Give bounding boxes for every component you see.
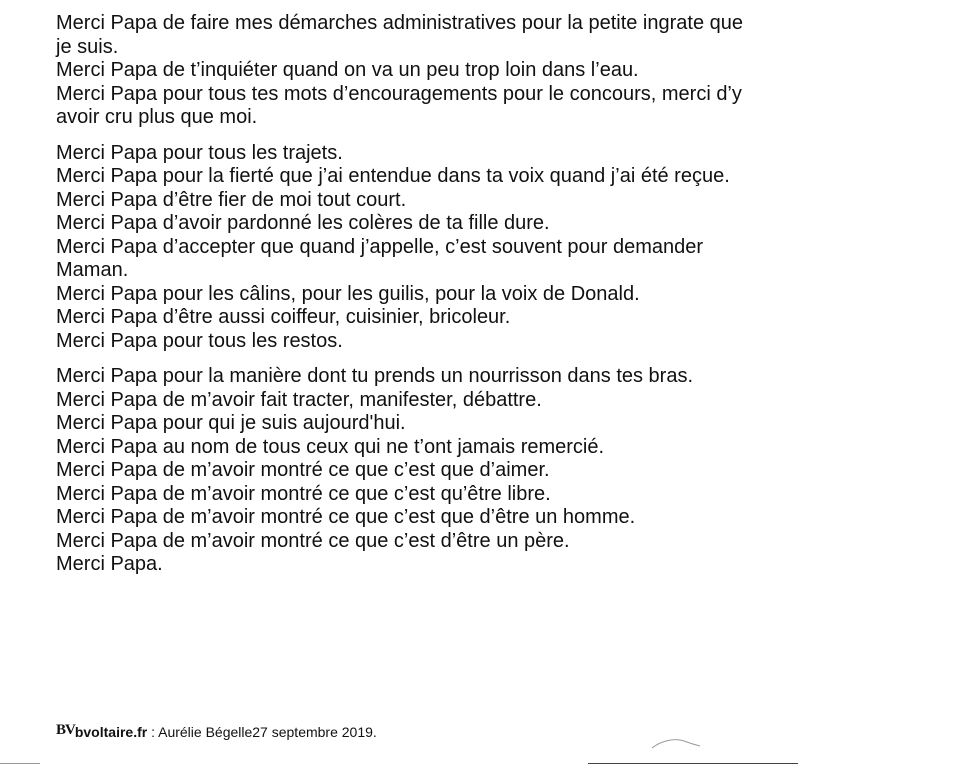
text-line: Merci Papa au nom de tous ceux qui ne t’ont jamais remercié. [56, 435, 605, 458]
text-line: Merci Papa de m’avoir montré ce que c’est d’être un père. [56, 529, 570, 552]
text-line: Merci Papa d’avoir pardonné les colères de ta fille dure. [56, 212, 550, 234]
text-line: Merci Papa pour tous les restos. [56, 329, 343, 352]
text-line: Merci Papa pour la manière dont tu prends un nourrisson dans tes bras. [56, 365, 694, 387]
scan-smudge-icon [650, 736, 702, 750]
text-line: Merci Papa d’être fier de moi tout court. [56, 188, 407, 211]
source-site: bvoltaire.fr [74, 724, 148, 740]
text-line: Merci Papa de m’avoir fait tracter, manifester, débattre. [56, 388, 542, 411]
text-line: Merci Papa de m’avoir montré ce que c’est que d’être un homme. [56, 506, 636, 528]
paragraph-spacer [56, 130, 936, 142]
source-credit [56, 721, 377, 741]
paragraph-1 [56, 12, 936, 130]
scan-edge-line [588, 763, 798, 764]
text-line: Merci Papa de m’avoir montré ce que c’est que d’aimer. [56, 459, 550, 481]
text-line: Merci Papa pour la fierté que j’ai entendue dans ta voix quand j’ai été reçue. [56, 165, 730, 187]
text-line: Merci Papa pour tous tes mots d’encouragements pour le concours, merci d’y [56, 82, 742, 105]
letter-text [56, 12, 936, 577]
bv-logo-icon: BV [56, 722, 75, 738]
paragraph-spacer [56, 353, 936, 365]
text-line: Merci Papa de t’inquiéter quand on va un peu trop loin dans l’eau. [56, 59, 639, 81]
text-line: Merci Papa de m’avoir montré ce que c’est qu’être libre. [56, 482, 551, 505]
paragraph-3 [56, 365, 936, 577]
text-line: Merci Papa. [56, 553, 163, 575]
author-date: : Aurélie Bégelle27 septembre 2019. [147, 724, 377, 740]
scan-edge-line [0, 763, 40, 764]
text-line: Merci Papa d’être aussi coiffeur, cuisinier, bricoleur. [56, 306, 511, 328]
text-line: Merci Papa de faire mes démarches administratives pour la petite ingrate que [56, 12, 744, 34]
text-line: Merci Papa pour les câlins, pour les guilis, pour la voix de Donald. [56, 282, 640, 305]
text-line: avoir cru plus que moi. [56, 106, 258, 128]
text-line: Merci Papa d’accepter que quand j’appelle, c’est souvent pour demander [56, 235, 704, 258]
text-line: Maman. [56, 259, 129, 281]
text-line: je suis. [56, 35, 119, 58]
text-line: Merci Papa pour qui je suis aujourd'hui. [56, 412, 406, 434]
text-line: Merci Papa pour tous les trajets. [56, 141, 343, 164]
paragraph-2 [56, 142, 936, 354]
